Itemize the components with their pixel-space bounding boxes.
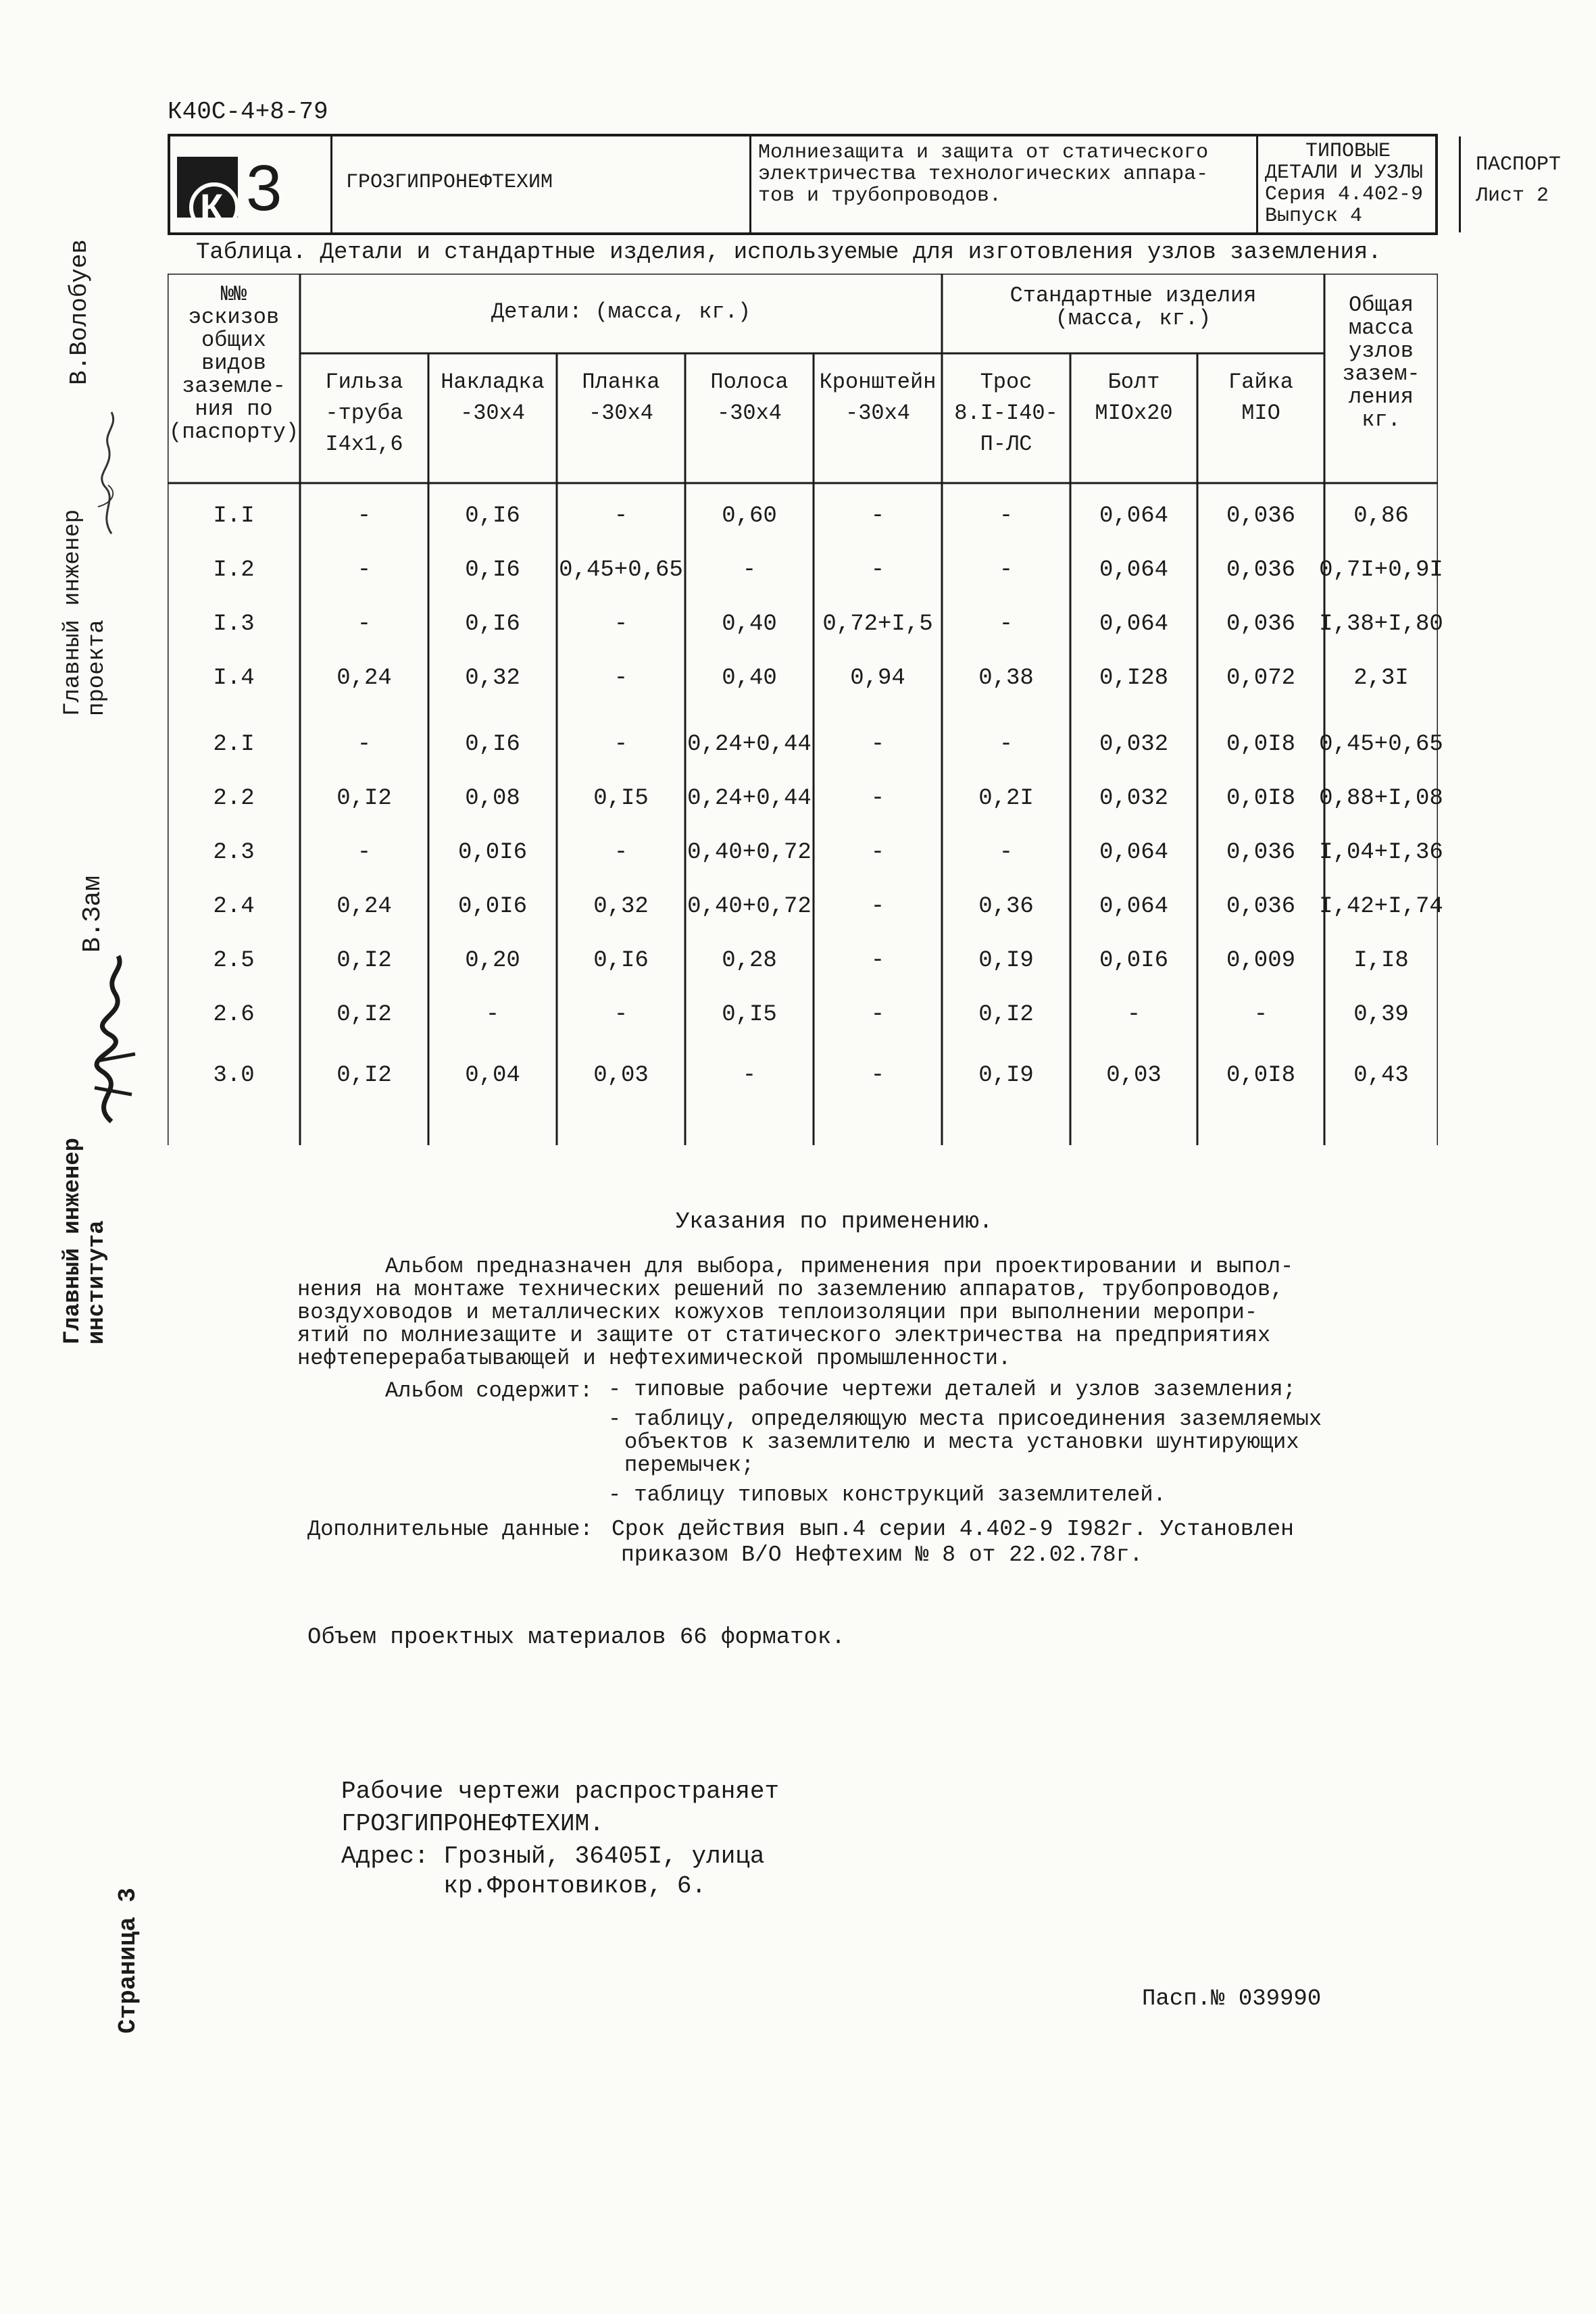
sheet-line-2: Лист 2 xyxy=(1476,184,1549,207)
table-cell: - xyxy=(999,557,1014,583)
table-cell: 0,86 xyxy=(1353,503,1409,529)
table-cell: - xyxy=(999,503,1014,529)
table-cell: - xyxy=(485,1002,500,1028)
table-cell: I,42+I,74 xyxy=(1319,894,1443,920)
subject-line-3: тов и трубопроводов. xyxy=(758,184,1002,207)
table-cell: 0,032 xyxy=(1099,786,1169,811)
row-sketch-number: I.3 xyxy=(213,611,255,637)
table-cell: - xyxy=(357,503,372,529)
table-cell: 0,I2 xyxy=(978,1002,1034,1028)
series-line-2: ДЕТАЛИ И УЗЛЫ xyxy=(1265,161,1424,184)
table-cell: 0,08 xyxy=(465,786,520,811)
volume-note: Объем проектных материалов 66 форматок. xyxy=(307,1625,845,1651)
header-strip: Полоса -30x4 xyxy=(710,370,789,426)
header-nut: Гайка MIO xyxy=(1228,370,1293,426)
table-cell: 0,036 xyxy=(1226,503,1296,529)
additional-data-label: Дополнительные данные: xyxy=(307,1517,593,1542)
table-cell: 0,036 xyxy=(1226,557,1296,583)
chief-project-engineer-title: Главный инженер проекта xyxy=(60,509,110,716)
row-sketch-number: I.2 xyxy=(213,557,255,583)
row-sketch-number: I.4 xyxy=(213,665,255,691)
distribution-line-1: Рабочие чертежи распространяет xyxy=(341,1778,780,1805)
table-cell: 0,064 xyxy=(1099,894,1169,920)
table-cell: 0,94 xyxy=(850,665,905,691)
header-bolt: Болт MIOx20 xyxy=(1095,370,1173,426)
table-cell: 0,36 xyxy=(978,894,1034,920)
table-cell: 0,036 xyxy=(1226,611,1296,637)
table-cell: 0,04 xyxy=(465,1063,520,1088)
logo-cell xyxy=(170,136,332,232)
table-cell: 0,72+I,5 xyxy=(822,611,933,637)
subject-cell xyxy=(751,136,1258,232)
sheet-cell xyxy=(1461,136,1596,232)
table-cell: 0,036 xyxy=(1226,894,1296,920)
table-cell: 0,60 xyxy=(722,503,777,529)
table-cell: 0,20 xyxy=(465,948,520,974)
table-cell: I,38+I,80 xyxy=(1319,611,1443,637)
table-cell: 0,40 xyxy=(722,665,777,691)
table-cell: 0,32 xyxy=(593,894,649,920)
table-cell: 0,45+0,65 xyxy=(1319,732,1443,757)
table-cell: 0,2I xyxy=(978,786,1034,811)
table-cell: 0,24 xyxy=(336,894,392,920)
table-cell: 0,032 xyxy=(1099,732,1169,757)
header-cable: Трос 8.I-I40- П-ЛС xyxy=(954,370,1058,457)
table-cell: - xyxy=(870,1063,885,1088)
table-cell: - xyxy=(357,611,372,637)
institute-engineer-signature xyxy=(74,953,149,1128)
table-cell: - xyxy=(999,840,1014,865)
table-cell: - xyxy=(999,732,1014,757)
table-cell: - xyxy=(870,894,885,920)
table-cell: 0,I6 xyxy=(593,948,649,974)
header-sleeve-pipe: Гильза -труба I4x1,6 xyxy=(325,370,403,457)
table-cell: 0,24 xyxy=(336,665,392,691)
table-cell: 0,I9 xyxy=(978,1063,1034,1088)
row-sketch-number: 2.4 xyxy=(213,894,255,920)
additional-data-text: Срок действия вып.4 серии 4.402-9 I982г. Установлен приказом В/О Нефтехим № 8 от 22.02.78г. xyxy=(612,1517,1294,1567)
table-cell: 0,I2 xyxy=(336,786,392,811)
table-cell: 0,064 xyxy=(1099,840,1169,865)
table-cell: - xyxy=(357,557,372,583)
row-sketch-number: 2.5 xyxy=(213,948,255,974)
series-cell xyxy=(1258,136,1461,232)
row-sketch-number: 3.0 xyxy=(213,1063,255,1088)
table-cell: 0,I6 xyxy=(465,611,520,637)
table-cell: - xyxy=(870,1002,885,1028)
table-cell: 0,I5 xyxy=(593,786,649,811)
chief-institute-engineer-name: В.Зам xyxy=(78,875,107,953)
table-cell: - xyxy=(870,840,885,865)
table-cell: 0,064 xyxy=(1099,557,1169,583)
title-block xyxy=(168,134,1562,235)
row-sketch-number: I.I xyxy=(213,503,255,529)
table-cell: 0,32 xyxy=(465,665,520,691)
row-sketch-number: 2.2 xyxy=(213,786,255,811)
table-cell: 0,0I6 xyxy=(1099,948,1169,974)
address-line-2: кр.Фронтовиков, 6. xyxy=(341,1872,707,1900)
table-caption: Таблица. Детали и стандартные изделия, используемые для изготовления узлов заземления. xyxy=(196,240,1382,266)
table-cell: 0,I6 xyxy=(465,732,520,757)
table-cell: 0,7I+0,9I xyxy=(1319,557,1443,583)
table-cell: - xyxy=(357,732,372,757)
organization-cell xyxy=(332,136,751,232)
organization-name: ГРОЗГИПРОНЕФТЕХИМ xyxy=(346,171,553,194)
table-cell: - xyxy=(614,665,628,691)
document-code: К40С-4+8-79 xyxy=(168,98,328,126)
table-cell: 2,3I xyxy=(1353,665,1409,691)
parts-table xyxy=(168,274,1443,1145)
table-cell: - xyxy=(614,1002,628,1028)
instructions-heading: Указания по применению. xyxy=(676,1209,993,1235)
logo-icon xyxy=(177,157,238,228)
table-cell: - xyxy=(1126,1002,1141,1028)
chief-project-engineer-name: В.Волобуев xyxy=(66,238,93,385)
table-cell: 0,036 xyxy=(1226,840,1296,865)
table-cell: - xyxy=(357,840,372,865)
table-cell: - xyxy=(870,732,885,757)
table-cell: - xyxy=(742,1063,757,1088)
album-contents-label: Альбом содержит: xyxy=(385,1378,593,1403)
page-label: Страница 3 xyxy=(114,1887,142,2034)
table-cell: - xyxy=(742,557,757,583)
header-sketch-number: №№ эскизов общих видов заземле- ния по (паспорту) xyxy=(168,282,299,445)
table-cell: 0,009 xyxy=(1226,948,1296,974)
row-sketch-number: 2.3 xyxy=(213,840,255,865)
distribution-line-2: ГРОЗГИПРОНЕФТЕХИМ. xyxy=(341,1810,604,1838)
table-cell: - xyxy=(614,611,628,637)
table-cell: 0,24+0,44 xyxy=(687,786,812,811)
passport-number: Пасп.№ 039990 xyxy=(1142,1986,1322,2012)
table-cell: 0,I6 xyxy=(465,557,520,583)
table-cell: - xyxy=(870,503,885,529)
subject-line-1: Молниезащита и защита от статического xyxy=(758,141,1209,164)
table-cell: 0,I28 xyxy=(1099,665,1169,691)
table-cell: 0,0I8 xyxy=(1226,732,1296,757)
table-cell: 0,43 xyxy=(1353,1063,1409,1088)
table-cell: 0,I6 xyxy=(465,503,520,529)
table-cell: I,I8 xyxy=(1353,948,1409,974)
table-cell: 0,39 xyxy=(1353,1002,1409,1028)
table-cell: - xyxy=(1253,1002,1268,1028)
series-line-1: ТИПОВЫЕ xyxy=(1305,140,1391,163)
header-standard-group: Стандартные изделия (масса, кг.) xyxy=(1009,283,1257,331)
table-cell: 0,03 xyxy=(1106,1063,1162,1088)
table-cell: 0,45+0,65 xyxy=(559,557,683,583)
table-cell: 0,0I6 xyxy=(457,894,528,920)
table-cell: 0,0I8 xyxy=(1226,786,1296,811)
table-cell: 0,03 xyxy=(593,1063,649,1088)
table-cell: I,04+I,36 xyxy=(1319,840,1443,865)
table-cell: 0,88+I,08 xyxy=(1319,786,1443,811)
header-bracket: Кронштейн -30x4 xyxy=(819,370,937,426)
row-sketch-number: 2.6 xyxy=(213,1002,255,1028)
header-details-group: Детали: (масса, кг.) xyxy=(491,299,751,324)
table-cell: 0,I5 xyxy=(722,1002,777,1028)
address-line-1: Адрес: Грозный, 36405I, улица xyxy=(341,1842,765,1870)
table-cell: 0,40+0,72 xyxy=(687,840,812,865)
header-overlay: Накладка -30x4 xyxy=(441,370,545,426)
contents-item: - таблицу типовых конструкций заземлителей. xyxy=(608,1482,1166,1507)
table-cell: 0,24+0,44 xyxy=(687,732,812,757)
table-cell: - xyxy=(870,557,885,583)
table-cell: 0,I2 xyxy=(336,948,392,974)
sheet-line-1: ПАСПОРТ xyxy=(1476,153,1562,176)
table-cell: - xyxy=(999,611,1014,637)
header-plate: Планка -30x4 xyxy=(582,370,660,426)
table-cell: 0,I2 xyxy=(336,1063,392,1088)
table-cell: 0,38 xyxy=(978,665,1034,691)
table-cell: - xyxy=(614,503,628,529)
contents-item: - типовые рабочие чертежи деталей и узлов заземления; xyxy=(608,1377,1296,1402)
table-cell: - xyxy=(870,786,885,811)
logo-letter: К xyxy=(200,186,224,228)
table-cell: 0,I2 xyxy=(336,1002,392,1028)
logo-number: 3 xyxy=(246,152,282,224)
table-cell: 0,0I8 xyxy=(1226,1063,1296,1088)
table-cell: 0,0I6 xyxy=(457,840,528,865)
series-line-4: Выпуск 4 xyxy=(1265,205,1363,228)
subject-line-2: электричества технологических аппара- xyxy=(758,163,1209,186)
table-cell: 0,40 xyxy=(722,611,777,637)
table-cell: 0,28 xyxy=(722,948,777,974)
album-contents-list: - типовые рабочие чертежи деталей и узлов заземления; - таблицу, определяющую места присоединения заземляемых объектов к заземлителю и места установки шунтирующих перемычек; - таблицу типовых конструкций заземлителей. xyxy=(608,1377,1322,1507)
table-cell: 0,064 xyxy=(1099,503,1169,529)
table-cell: - xyxy=(614,732,628,757)
project-engineer-signature xyxy=(71,405,139,540)
contents-item: - таблицу, определяющую места присоединения заземляемых xyxy=(608,1407,1322,1432)
table-cell: 0,40+0,72 xyxy=(687,894,812,920)
table-cell: - xyxy=(614,840,628,865)
chief-institute-engineer-title: Главный инженер института xyxy=(60,1137,110,1344)
table-cell: 0,I9 xyxy=(978,948,1034,974)
table-cell: 0,064 xyxy=(1099,611,1169,637)
table-cell: - xyxy=(870,948,885,974)
album-purpose-paragraph: Альбом предназначен для выбора, применения при проектировании и выпол- нения на монтаже технических решений по заземлению аппаратов, трубопроводов, воздуховодов и металлических кожухов теплоизоляции при выполнении меропри- ятий по молниезащите и защите от статического электричества на предприятиях нефтеперерабатывающей и нефтехимической промышленности. xyxy=(297,1254,1294,1371)
header-total-mass: Общая масса узлов зазем- ления кг. xyxy=(1342,293,1420,432)
table-cell: 0,072 xyxy=(1226,665,1296,691)
row-sketch-number: 2.I xyxy=(213,732,255,757)
series-line-3: Серия 4.402-9 xyxy=(1265,183,1424,206)
